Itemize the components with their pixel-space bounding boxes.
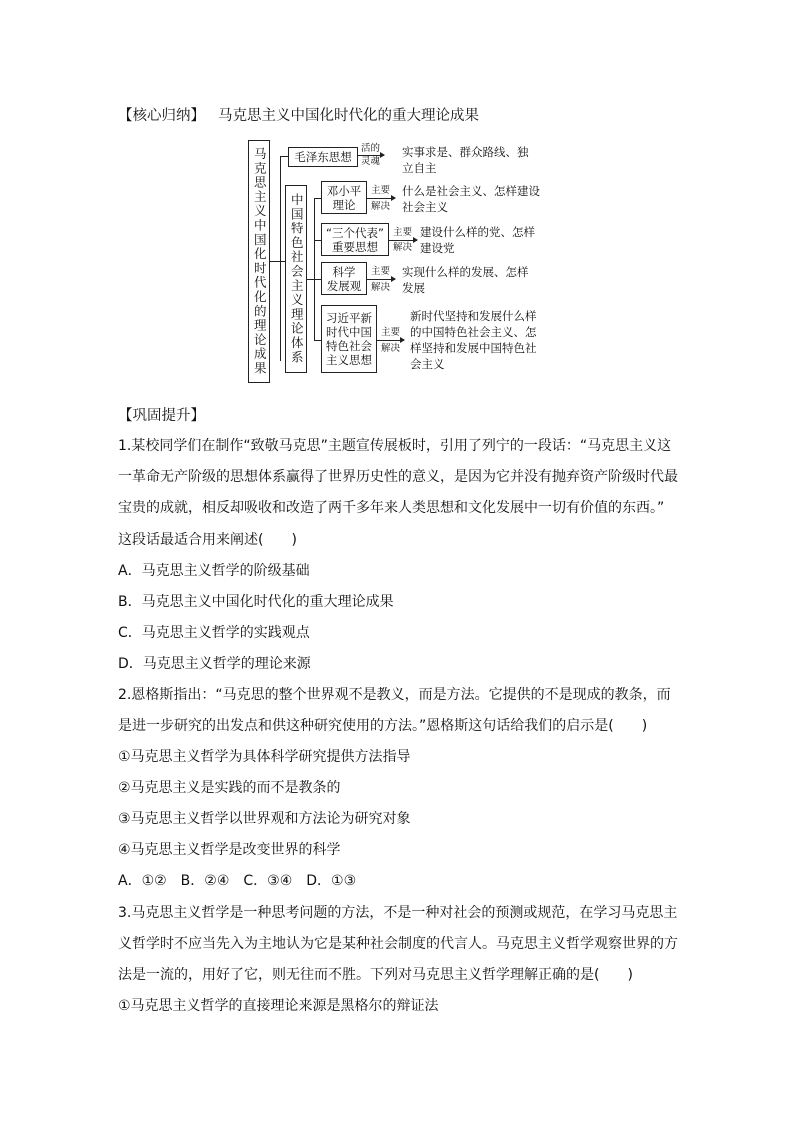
question-text: 2.恩格斯指出：“马克思的整个世界观不是教义，而是方法。它提供的不是现成的教条，而 — [118, 687, 671, 703]
connector — [314, 198, 321, 199]
connector — [270, 261, 280, 262]
node-line: 特色社会 — [326, 339, 372, 353]
node-three-represents — [321, 223, 389, 256]
node-line: 发展观 — [326, 278, 362, 293]
connector — [307, 279, 314, 280]
desc-xi-thought: 新时代坚持和发展什么样的中国特色社会主义、怎样坚持和发展中国特色社会主义 — [410, 309, 537, 371]
statement-item: ①马克思主义哲学的直接理论来源是黑格尔的辩证法 — [118, 998, 439, 1014]
answer-option: A．马克思主义哲学的阶级基础 — [118, 563, 310, 579]
diagram-root: 马克思主义中国化时代化的理论成果 — [248, 140, 270, 383]
question-text: 是进一步研究的出发点和供这种研究使用的方法。”恩格斯这句话给我们的启示是( ) — [118, 718, 648, 734]
answer-option: C．马克思主义哲学的实践观点 — [118, 625, 310, 641]
arrow — [389, 240, 417, 241]
connector — [280, 156, 281, 361]
relation-label: 主要 — [371, 266, 391, 277]
relation-label: 解决 — [393, 242, 413, 253]
desc-mao: 实事求是、群众路线、独立自主 — [402, 145, 529, 175]
statement-item: ①马克思主义哲学为具体科学研究提供方法指导 — [118, 749, 411, 765]
node-deng — [321, 181, 367, 214]
question-text: 这段话最适合用来阐述( ) — [118, 532, 297, 548]
statement-item: ④马克思主义哲学是改变世界的科学 — [118, 842, 341, 858]
node-xi-thought — [321, 305, 377, 373]
relation-label: 主要 — [393, 227, 413, 238]
node-mao: 毛泽东思想 — [288, 147, 358, 167]
node-line: 习近平新 — [326, 311, 372, 325]
question-text: 义哲学时不应当先入为主地认为它是某种社会制度的代言人。马克思主义哲学观察世界的方 — [118, 936, 678, 952]
node-scientific-development — [321, 262, 367, 295]
statement-item: ②马克思主义是实践的而不是教条的 — [118, 780, 341, 796]
relation-label: 主要 — [371, 185, 391, 196]
question-text: 3.马克思主义哲学是一种思考问题的方法，不是一种对社会的预测或规范，在学习马克思主 — [118, 905, 678, 921]
relation-label: 解决 — [381, 343, 401, 354]
diagram-system: 中国特色社会主义理论体系 — [285, 185, 307, 373]
answer-option: D．马克思主义哲学的理论来源 — [118, 656, 311, 672]
question-text: 法是一流的，用好了它，则无往而不胜。下列对马克思主义哲学理解正确的是( ) — [118, 967, 633, 983]
answer-options: A．①② B．②④ C．③④ D．①③ — [118, 873, 357, 889]
node-line: 主义思想 — [326, 353, 372, 367]
statement-item: ③马克思主义哲学以世界观和方法论为研究对象 — [118, 811, 411, 827]
connector — [280, 156, 288, 157]
relation-label: 灵魂 — [361, 156, 381, 167]
desc-deng: 什么是社会主义、怎样建设社会主义 — [402, 184, 540, 214]
node-line: 邓小平 — [326, 183, 362, 198]
arrow — [358, 155, 384, 156]
connector — [314, 340, 321, 341]
core-tag: 【核心归纳】 — [118, 108, 205, 124]
core-title: 马克思主义中国化时代化的重大理论成果 — [218, 108, 479, 124]
arrow — [367, 198, 395, 199]
node-line: 科学 — [332, 264, 356, 279]
answer-option: B．马克思主义中国化时代化的重大理论成果 — [118, 594, 394, 610]
connector — [314, 240, 321, 241]
question-text: 一革命无产阶级的思想体系赢得了世界历史性的意义，是因为它并没有抛弃资产阶级时代最 — [118, 469, 678, 485]
question-text: 1.某校同学们在制作“致敬马克思”主题宣传展板时，引用了列宁的一段话：“马克思主义这 — [118, 438, 672, 454]
node-line: 时代中国 — [326, 325, 372, 339]
connector — [314, 198, 315, 340]
relation-label: 活的 — [361, 143, 381, 154]
arrow — [367, 279, 395, 280]
relation-label: 解决 — [371, 201, 391, 212]
relation-label: 主要 — [381, 327, 401, 338]
node-line: 理论 — [332, 197, 356, 212]
question-text: 宝贵的成就，相反却吸收和改造了两千多年来人类思想和文化发展中一切有价值的东西。” — [118, 500, 665, 516]
desc-three-represents: 建设什么样的党、怎样建设党 — [420, 225, 535, 255]
desc-scientific-development: 实现什么样的发展、怎样发展 — [402, 265, 529, 295]
relation-label: 解决 — [371, 282, 391, 293]
node-line: “三个代表” — [326, 225, 384, 240]
arrow — [377, 340, 404, 341]
connector — [314, 279, 321, 280]
node-line: 重要思想 — [332, 239, 378, 254]
practice-tag: 【巩固提升】 — [118, 408, 205, 424]
